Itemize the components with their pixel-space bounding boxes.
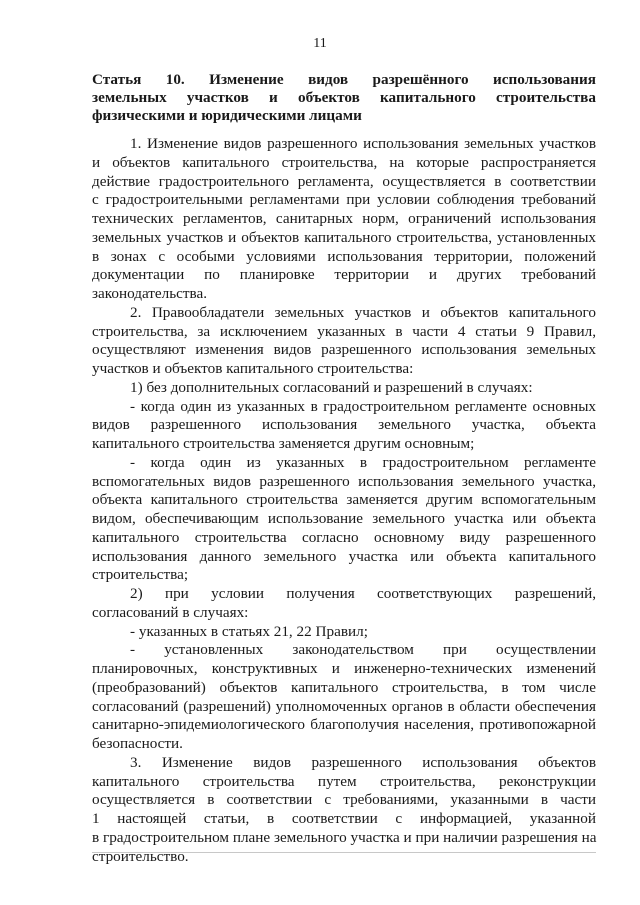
body-line: (преобразований) объектов капитального строительства, в том числе: [92, 678, 596, 696]
body-line: планировочных, конструктивных и инженерно-технических изменений: [92, 660, 596, 677]
footer-divider: [92, 852, 596, 853]
body-line: технических регламентов, санитарных норм, ограничений использования: [92, 210, 596, 227]
body-line: - установленных законодательством при осуществлении: [130, 641, 596, 659]
body-line: строительства;: [92, 566, 189, 584]
heading-word: участков: [186, 89, 249, 106]
body-line: осуществляют изменения видов разрешенного использования земельных: [92, 341, 596, 359]
heading-word: видов: [308, 71, 349, 88]
heading-word: объектов: [297, 89, 360, 106]
body-line: 1. Изменение видов разрешенного использования земельных участков: [130, 135, 596, 152]
heading-word: строительства: [496, 89, 596, 106]
body-line: безопасности.: [92, 735, 183, 752]
heading-word: разрешённого: [372, 71, 469, 88]
heading-word: использования: [493, 71, 596, 88]
article-body: [92, 135, 596, 866]
heading-word: капитального: [380, 89, 476, 106]
body-line: участков и объектов капитального строительства:: [92, 360, 414, 377]
body-line: 2) при условии получения соответствующих разрешений,: [130, 585, 596, 602]
body-line: строительства, за исключением указанных в части 4 статьи 9 Правил,: [92, 322, 596, 340]
body-line: видом, обеспечивающим использование земельного участка или объекта: [92, 510, 596, 527]
body-line: в зонах с особыми условиями использования территории, положений: [92, 247, 596, 265]
body-line: использования данного земельного участка или объекта капитального: [92, 547, 596, 565]
body-line: земельных участков и объектов капитального строительства, установленных: [92, 228, 596, 246]
body-line: и объектов капитального строительства, на которые распространяется: [92, 153, 596, 171]
body-line: действие градостроительного регламента, осуществляется в соответствии: [92, 172, 596, 190]
body-line: согласований в случаях:: [92, 603, 249, 621]
body-line: 1 настоящей статьи, в соответствии с информацией, указанной: [92, 810, 596, 827]
heading-word: Изменение: [209, 71, 284, 88]
heading-line-2: [92, 89, 596, 107]
body-line: объекта капитального строительства заменяется другим вспомогательным: [92, 491, 596, 509]
body-line: вспомогательных видов разрешенного использования земельного участка,: [92, 472, 596, 490]
article-heading: [92, 71, 596, 125]
body-line: осуществляется в соответствии с требованиями, указанными в части: [92, 791, 596, 809]
body-line: с градостроительными регламентами при условии соблюдения требований: [92, 191, 596, 209]
body-line: в градостроительном плане земельного участка и при наличии разрешения на: [92, 828, 597, 846]
body-line: санитарно-эпидемиологического благополучия населения, противопожарной: [92, 716, 596, 734]
body-line: строительство.: [92, 847, 189, 865]
body-line: - когда один из указанных в градостроительном регламенте основных: [130, 397, 596, 415]
heading-line-3: физическими и юридическими лицами: [92, 107, 362, 124]
page-number: 11: [313, 36, 327, 51]
body-line: капитального строительства путем строительства, реконструкции: [92, 772, 596, 790]
body-line: капитального строительства заменяется другим основным;: [92, 435, 475, 452]
heading-word: земельных: [92, 89, 167, 106]
heading-word: и: [269, 89, 278, 106]
body-line: 1) без дополнительных согласований и разрешений в случаях:: [130, 378, 533, 396]
body-line: 3. Изменение видов разрешенного использования объектов: [130, 753, 596, 771]
body-line: видов разрешенного использования земельного участка, объекта: [92, 416, 596, 434]
body-line: 2. Правообладатели земельных участков и объектов капитального: [130, 303, 596, 321]
heading-word: Статья: [92, 71, 142, 88]
heading-line-1: [92, 71, 596, 89]
body-line: капитального строительства согласно основному виду разрешенного: [92, 528, 596, 546]
heading-word: 10.: [165, 71, 185, 88]
body-line: согласований (разрешений) уполномоченных органов в области обеспечения: [92, 697, 596, 715]
body-line: - когда один из указанных в градостроительном регламенте: [130, 453, 596, 471]
body-line: документации по планировке территории и других требований: [92, 266, 596, 284]
body-line: законодательства.: [92, 285, 208, 302]
body-line: - указанных в статьях 21, 22 Правил;: [130, 622, 368, 640]
